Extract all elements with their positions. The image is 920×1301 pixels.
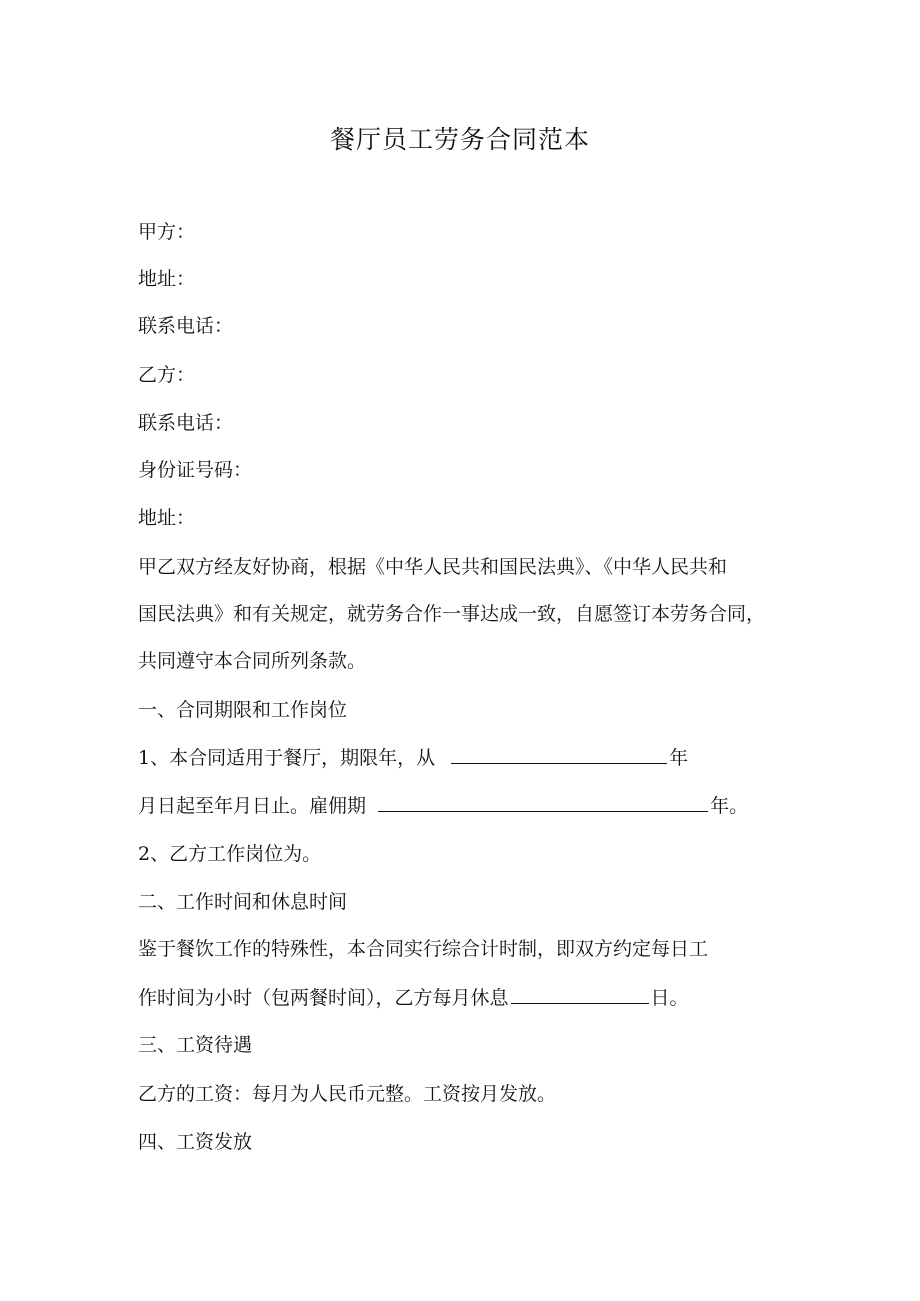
clause-1-1-line-2 <box>138 792 748 820</box>
section-3-heading: 三、工资待遇 <box>138 1034 253 1056</box>
id-number-label: 身份证号码： <box>138 459 253 481</box>
party-a-address-label: 地址： <box>138 268 196 290</box>
party-a-phone-label: 联系电话： <box>138 315 234 337</box>
contract-start-year-blank <box>451 744 667 764</box>
party-b-label: 乙方： <box>138 364 196 386</box>
clause-1-1-text-d: 年。 <box>710 795 749 817</box>
work-time-text-b: 日。 <box>650 987 689 1009</box>
salary-text: 乙方的工资：每月为人民币元整。工资按月发放。 <box>138 1083 557 1105</box>
work-time-line-1: 鉴于餐饮工作的特殊性，本合同实行综合计时制，即双方约定每日工 <box>138 938 709 960</box>
section-2-heading: 二、工作时间和休息时间 <box>138 891 348 913</box>
clause-1-2: 2、乙方工作岗位为。 <box>138 843 322 865</box>
monthly-rest-days-blank <box>511 984 649 1004</box>
clause-1-1-line-1 <box>138 744 688 772</box>
section-4-heading: 四、工资发放 <box>138 1131 253 1153</box>
intro-paragraph-line-3: 共同遵守本合同所列条款。 <box>138 650 367 672</box>
party-b-address-label: 地址： <box>138 507 196 529</box>
work-time-text-a: 作时间为小时（包两餐时间），乙方每月休息 <box>138 987 509 1009</box>
party-b-phone-label: 联系电话： <box>138 412 234 434</box>
section-1-heading: 一、合同期限和工作岗位 <box>138 699 348 721</box>
clause-1-1-text-c: 月日起至年月日止。雇佣期 <box>138 795 367 817</box>
intro-paragraph-line-1: 甲乙双方经友好协商，根据《中华人民共和国民法典》、《中华人民共和 <box>138 556 728 578</box>
employment-period-blank <box>378 792 708 812</box>
clause-1-1-text-b: 年 <box>669 747 689 769</box>
party-a-label: 甲方： <box>138 221 196 243</box>
intro-paragraph-line-2: 国民法典》和有关规定，就劳务合作一事达成一致，自愿签订本劳务合同， <box>138 603 766 625</box>
clause-1-1-text-a: 1、本合同适用于餐厅，期限年，从 <box>138 747 436 769</box>
document-title: 餐厅员工劳务合同范本 <box>329 125 590 154</box>
work-time-line-2 <box>138 984 689 1012</box>
